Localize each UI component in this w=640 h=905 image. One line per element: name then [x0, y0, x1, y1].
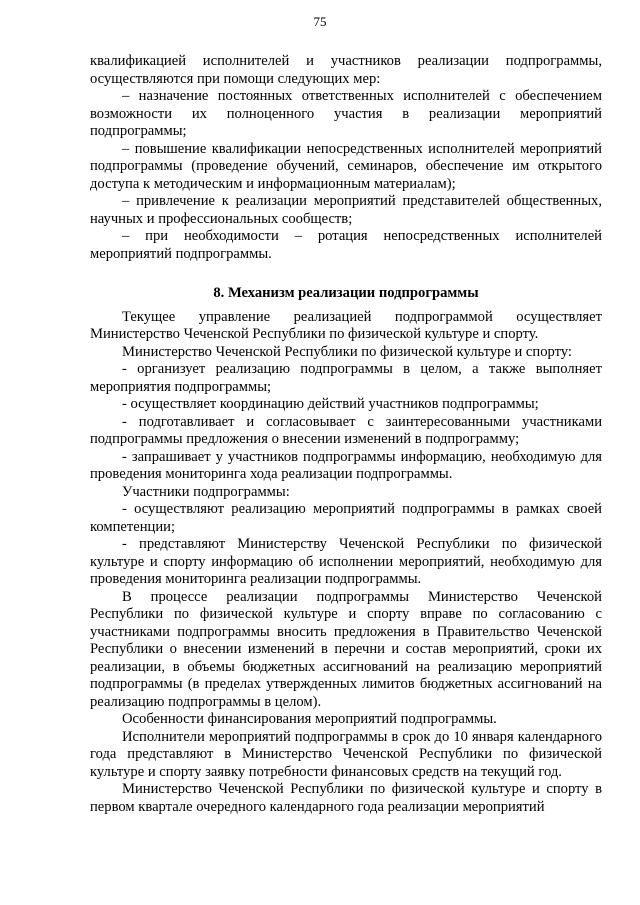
paragraph: Министерство Чеченской Республики по физической культуре и спорту в первом квартале очередного календарного года реализации мероприятий: [90, 781, 602, 815]
paragraph: – при необходимости – ротация непосредственных исполнителей мероприятий подпрограммы.: [90, 228, 602, 262]
paragraph: В процессе реализации подпрограммы Министерство Чеченской Республики по физической культуре и спорту вправе по согласованию с участниками подпрограммы вносить предложения в Правительство Чеченской Республики о внесении изменений в перечни и состав мероприятий, сроки их реализации, в объемы бюджетных ассигнований на реализацию мероприятий подпрограммы (в пределах утвержденных лимитов бюджетных ассигнований на реализацию подпрограммы в целом).: [90, 588, 602, 710]
document-body: [90, 53, 602, 816]
paragraph: Текущее управление реализацией подпрограммой осуществляет Министерство Чеченской Республики по физической культуре и спорту.: [90, 308, 602, 342]
paragraph: квалификацией исполнителей и участников реализации подпрограммы, осуществляются при помощи следующих мер:: [90, 53, 602, 87]
page-number: 75: [313, 14, 327, 29]
paragraph: – назначение постоянных ответственных исполнителей с обеспечением возможности их полноценного участия в реализации мероприятий подпрограммы;: [90, 88, 602, 139]
paragraph: Министерство Чеченской Республики по физической культуре и спорту:: [122, 343, 572, 360]
paragraph: - подготавливает и согласовывает с заинтересованными участниками подпрограммы предложения о внесении изменений в подпрограмму;: [90, 413, 602, 447]
paragraph: - осуществляют реализацию мероприятий подпрограммы в рамках своей компетенции;: [90, 501, 602, 535]
paragraph: Особенности финансирования мероприятий подпрограммы.: [122, 711, 497, 727]
paragraph: - организует реализацию подпрограммы в целом, а также выполняет мероприятия подпрограммы;: [90, 361, 602, 395]
paragraph: - запрашивает у участников подпрограммы информацию, необходимую для проведения мониторинга хода реализации подпрограммы.: [90, 448, 602, 482]
paragraph: - осуществляет координацию действий участников подпрограммы;: [122, 396, 539, 412]
paragraph: – привлечение к реализации мероприятий представителей общественных, научных и профессиональных сообществ;: [90, 193, 602, 227]
paragraph: - представляют Министерству Чеченской Республики по физической культуре и спорту информацию об исполнении мероприятий, необходимую для проведения мониторинга реализации подпрограммы.: [90, 536, 602, 587]
paragraph: – повышение квалификации непосредственных исполнителей мероприятий подпрограммы (проведение обучений, семинаров, обеспечение им открытого доступа к методическим и информационным материалам);: [90, 140, 602, 192]
paragraph: Участники подпрограммы:: [122, 483, 290, 500]
section-heading: 8. Механизм реализации подпрограммы: [213, 285, 479, 301]
paragraph: Исполнители мероприятий подпрограммы в срок до 10 января календарного года представляют в Министерство Чеченской Республики по физической культуре и спорту заявку потребности финансовых средств на текущий год.: [90, 728, 602, 780]
